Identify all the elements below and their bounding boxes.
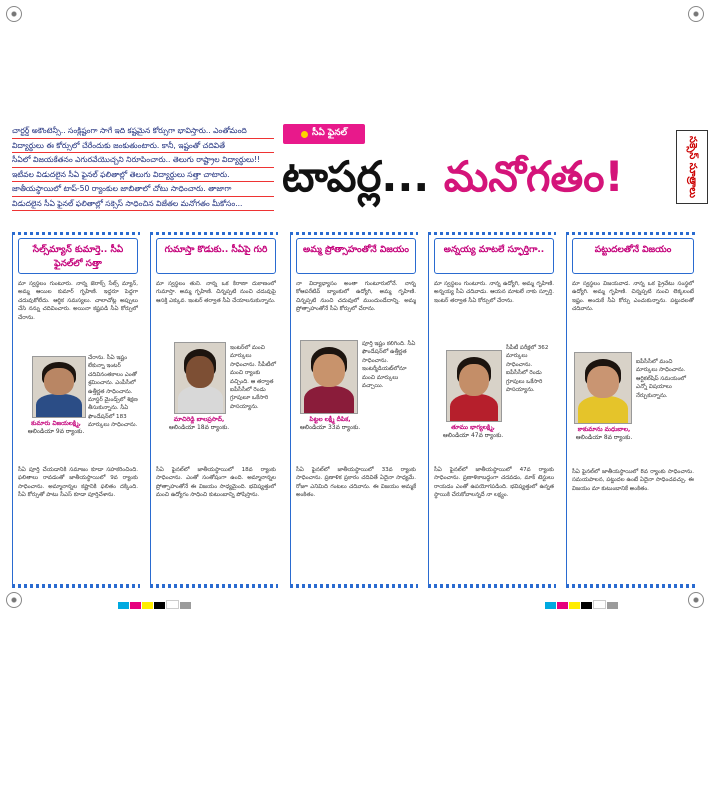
person-title: ఆలిండియా 18వ ర్యాంకు. [168, 424, 230, 431]
person-title: ఆలిండియా 9వ ర్యాంకు. [27, 428, 85, 435]
column-intro-text: నా విద్యాభ్యాసం అంతా గుంటూరులోనే. నాన్న కోఆపరేటివ్ బ్యాంకులో ఉద్యోగి, అమ్మ గృహిణి. చిన్నప్పటి నుంచి చదువులో ముందుండేదాన్ని. అమ్మ ప్రోత్సాహంతోనే సీఏ కోర్సులో చేరాను. [296, 281, 416, 313]
intro-line: సీఏలో విజయకేతనం ఎగురవేయొచ్చని నిరూపించారు.. తెలుగు రాష్ట్రాల విద్యార్థులు!! [12, 153, 274, 168]
intro-line: ఇటీవల విడుదలైన సీఏ ఫైనల్ ఫలితాల్లో తెలుగు విద్యార్థులు సత్తా చాటారు. [12, 168, 274, 183]
column-side-text: చేరాను. సీఏ ఇష్టం లేకున్నా ఇంటర్ చదివినంతకాలం ఎంతో శ్రమించాను. ఎంపీసీలో ఉత్తీర్ణత సాధించాను. మాస్టర్ మైండ్స్‌లో శిక్షణ తీసుకున్నాను. సీఏ ఫౌండేషన్‌లో 183 మార్కులు సాధించాను. [88, 355, 138, 429]
photo-caption [292, 416, 368, 432]
column-bottom-text: సీఏ ఫైనల్‌లో జాతీయస్థాయిలో 8వ ర్యాంకు సాధించాను. సమయపాలన, పట్టుదల ఉంటే ఏదైనా సాధించవచ్చు. ఈ విజయం మా కుటుంబానికే అంకితం. [572, 469, 694, 492]
intro-line: విడుదలైన సీఏ ఫైనల్ ఫలితాల్లో సక్సెస్ సాధించిన విజేతల మనోగతం మీకోసం... [12, 197, 274, 212]
person-title: ఆలిండియా 8వ ర్యాంకు. [575, 434, 633, 441]
photo-caption [16, 420, 96, 436]
intro-line: జాతీయస్థాయిలో టాప్-50 ర్యాంకుల జాబితాలో చోటు సాధించారు. తాజాగా [12, 182, 274, 197]
column-intro-text: మా స్వస్థలం గుంటూరు. నాన్న జెరాక్స్ సేల్స్ మ్యాన్, అమ్మ ఆయిల కుమార్ గృహిణి. ఇద్దరూ పెద్దగా చదువుకోలేదు. ఆర్థిక సమస్యలు. చాలాచోట్ల అప్పులు చేసి నన్ను చదివించారు. అయినా కష్టపడి సీఏ కోర్సులో చేరాను. [18, 281, 138, 321]
person-photo [574, 352, 632, 424]
person-name: తూము భాగ్యలక్ష్మి, [451, 424, 495, 431]
person-name: కాకుమాను మధుబాల, [577, 426, 631, 433]
person-title: ఆలిండియా 33వ ర్యాంకు. [299, 424, 361, 431]
person-photo [174, 342, 226, 414]
column-side-text: ఇంటర్‌లో మంచి మార్కులు సాధించాను. సీపీటీలో మంచి ర్యాంకు వచ్చింది. ఆ తర్వాత ఐపీసీసీలో రెండు గ్రూపులూ ఒకేసారి పాసయ్యాను. [230, 345, 276, 410]
registration-mark-icon [6, 592, 22, 608]
column-intro-text: మా స్వస్థలం గుంటూరు. నాన్న ఉద్యోగి, అమ్మ గృహిణి. అన్నయ్య సీఏ చదివాడు. ఆయన మాటలే నాకు స్ఫూర్తి. ఇంటర్ తర్వాత సీఏ కోర్సులో చేరాను. [434, 281, 554, 304]
headline-part-1: టాపర్ల... [282, 152, 444, 201]
section-tag [283, 124, 365, 144]
section-tag-label: సీఏ ఫైనల్ [312, 128, 347, 138]
column-heading: అన్నయ్య మాటలే స్ఫూర్తిగా.. [434, 238, 554, 274]
column-bottom-text: సీఏ ఫైనల్‌లో జాతీయస్థాయిలో 33వ ర్యాంకు సాధించాను. ప్రణాళిక ప్రకారం చదివితే ఏదైనా సాధ్యమే. రోజూ ఎనిమిది గంటలు చదివాను. ఈ విజయం అమ్మకే అంకితం. [296, 467, 416, 499]
registration-mark-icon [688, 6, 704, 22]
person-photo [446, 350, 502, 422]
column-heading: సేల్స్‌మ్యాన్ కుమార్తె.. సీఏ ఫైనల్‌లో సత్తా [18, 238, 138, 274]
column-heading: పట్టుదలతోనే విజయం [572, 238, 694, 274]
headline-part-2: మనోగతం! [443, 152, 624, 201]
column-side-text: ఐపీసీసీలో మంచి మార్కులు సాధించాను. ఆర్టికల్‌షిప్ సమయంలో ఎన్నో విషయాలు నేర్చుకున్నాను. [636, 359, 687, 399]
person-title: ఆలిండియా 47వ ర్యాంకు. [442, 432, 504, 439]
column-bottom-text: సీఏ ఫైనల్‌లో జాతీయస్థాయిలో 47వ ర్యాంకు సాధించాను. ప్రణాళికాబద్ధంగా చదవడం, మాక్ టెస్టులు రాయడం ఎంతో ఉపయోగపడింది. భవిష్యత్తులో ఉన్నత స్థాయికి చేరుకోవాలన్నదే నా లక్ష్యం. [434, 467, 554, 499]
article-column-1 [12, 232, 140, 588]
page-headline [282, 146, 672, 208]
person-photo [32, 356, 86, 418]
column-bottom-text: సీఏ పూర్తి చేయడానికి సమాజం కూడా సహకరించింది. ఫలితాలు రావడంతో జాతీయస్థాయిలో 9వ ర్యాంకు సాధించాను. అమ్మానాన్నల కష్టానికి ఫలితం దక్కింది. సీఏ కోర్సుతో పాటు సీఎస్ కూడా పూర్తిచేశాను. [18, 467, 138, 499]
column-heading: అమ్మ ప్రోత్సాహంతోనే విజయం [296, 238, 416, 274]
intro-paragraph [12, 124, 274, 226]
column-bottom-text: సీఏ ఫైనల్‌లో జాతీయస్థాయిలో 18వ ర్యాంకు సాధించాను. ఎంతో సంతోషంగా ఉంది. అమ్మానాన్నల ప్రోత్సాహంతోనే ఈ విజయం సాధ్యమైంది. భవిష్యత్తులో మంచి ఉద్యోగం సాధించి కుటుంబాన్ని పోషిస్తాను. [156, 467, 276, 499]
color-calibration-bar [118, 594, 192, 613]
column-intro-text: మా స్వస్థలం తుని. నాన్న ఒక కిరాణా దుకాణంలో గుమాస్తా. అమ్మ గృహిణి. చిన్నప్పటి నుంచి చదువుపై ఆసక్తి ఎక్కువ. ఇంటర్ తర్వాత సీఏ చేయాలనుకున్నాను. [156, 281, 276, 304]
person-photo [300, 340, 358, 414]
article-column-2 [150, 232, 278, 588]
intro-line: విద్యార్థులు ఈ కోర్సులో చేరేందుకు జంకుతుంటారు. కానీ, ఇష్టంతో చదివితే [12, 139, 274, 154]
article-column-5 [566, 232, 696, 588]
article-column-3 [290, 232, 418, 588]
registration-mark-icon [688, 592, 704, 608]
photo-caption [160, 416, 238, 432]
column-side-text: పూర్తి ఇష్టం కలిగింది. సీఏ ఫౌండేషన్‌లో ఉత్తీర్ణత సాధించాను. ఇంటర్మీడియట్‌లోనూ మంచి మార్కులు వచ్చాయి. [362, 341, 416, 390]
photo-caption [434, 424, 512, 440]
column-intro-text: మా స్వస్థలం విజయవాడ. నాన్న ఒక ప్రైవేటు సంస్థలో ఉద్యోగి. అమ్మ గృహిణి. చిన్నప్పటి నుంచి లెక్కలంటే ఇష్టం. అందుకే సీఏ కోర్సు ఎంచుకున్నాను. పట్టుదలతో చదివాను. [572, 281, 694, 313]
registration-mark-icon [6, 6, 22, 22]
person-name: పిట్టల లక్ష్మీ దీపిక, [309, 416, 351, 423]
column-heading: గుమాస్తా కొడుకు.. సీఏపై గురి [156, 238, 276, 274]
color-calibration-bar [545, 594, 619, 613]
intro-line: చార్టర్డ్ అకౌంటెన్సీ.. సంక్లిష్టంగా సాగే ఇది కష్టమైన కోర్సుగా భావిస్తారు.. ఎంతోమంది [12, 124, 274, 139]
person-name: కుమారు విజయలక్ష్మి, [31, 420, 81, 427]
photo-caption [568, 426, 640, 442]
section-logo: సక్సెస్ సూత్రాలు [676, 130, 708, 204]
article-column-4 [428, 232, 556, 588]
person-name: మాచిరెడ్డి బాలప్రసాద్, [173, 416, 225, 423]
column-side-text: సీపీటీ పరీక్షలో 362 మార్కులు సాధించాను. ఐపీసీసీలో రెండు గ్రూపులు ఒకేసారి పాసయ్యాను. [506, 345, 549, 394]
bullet-icon [301, 131, 308, 138]
